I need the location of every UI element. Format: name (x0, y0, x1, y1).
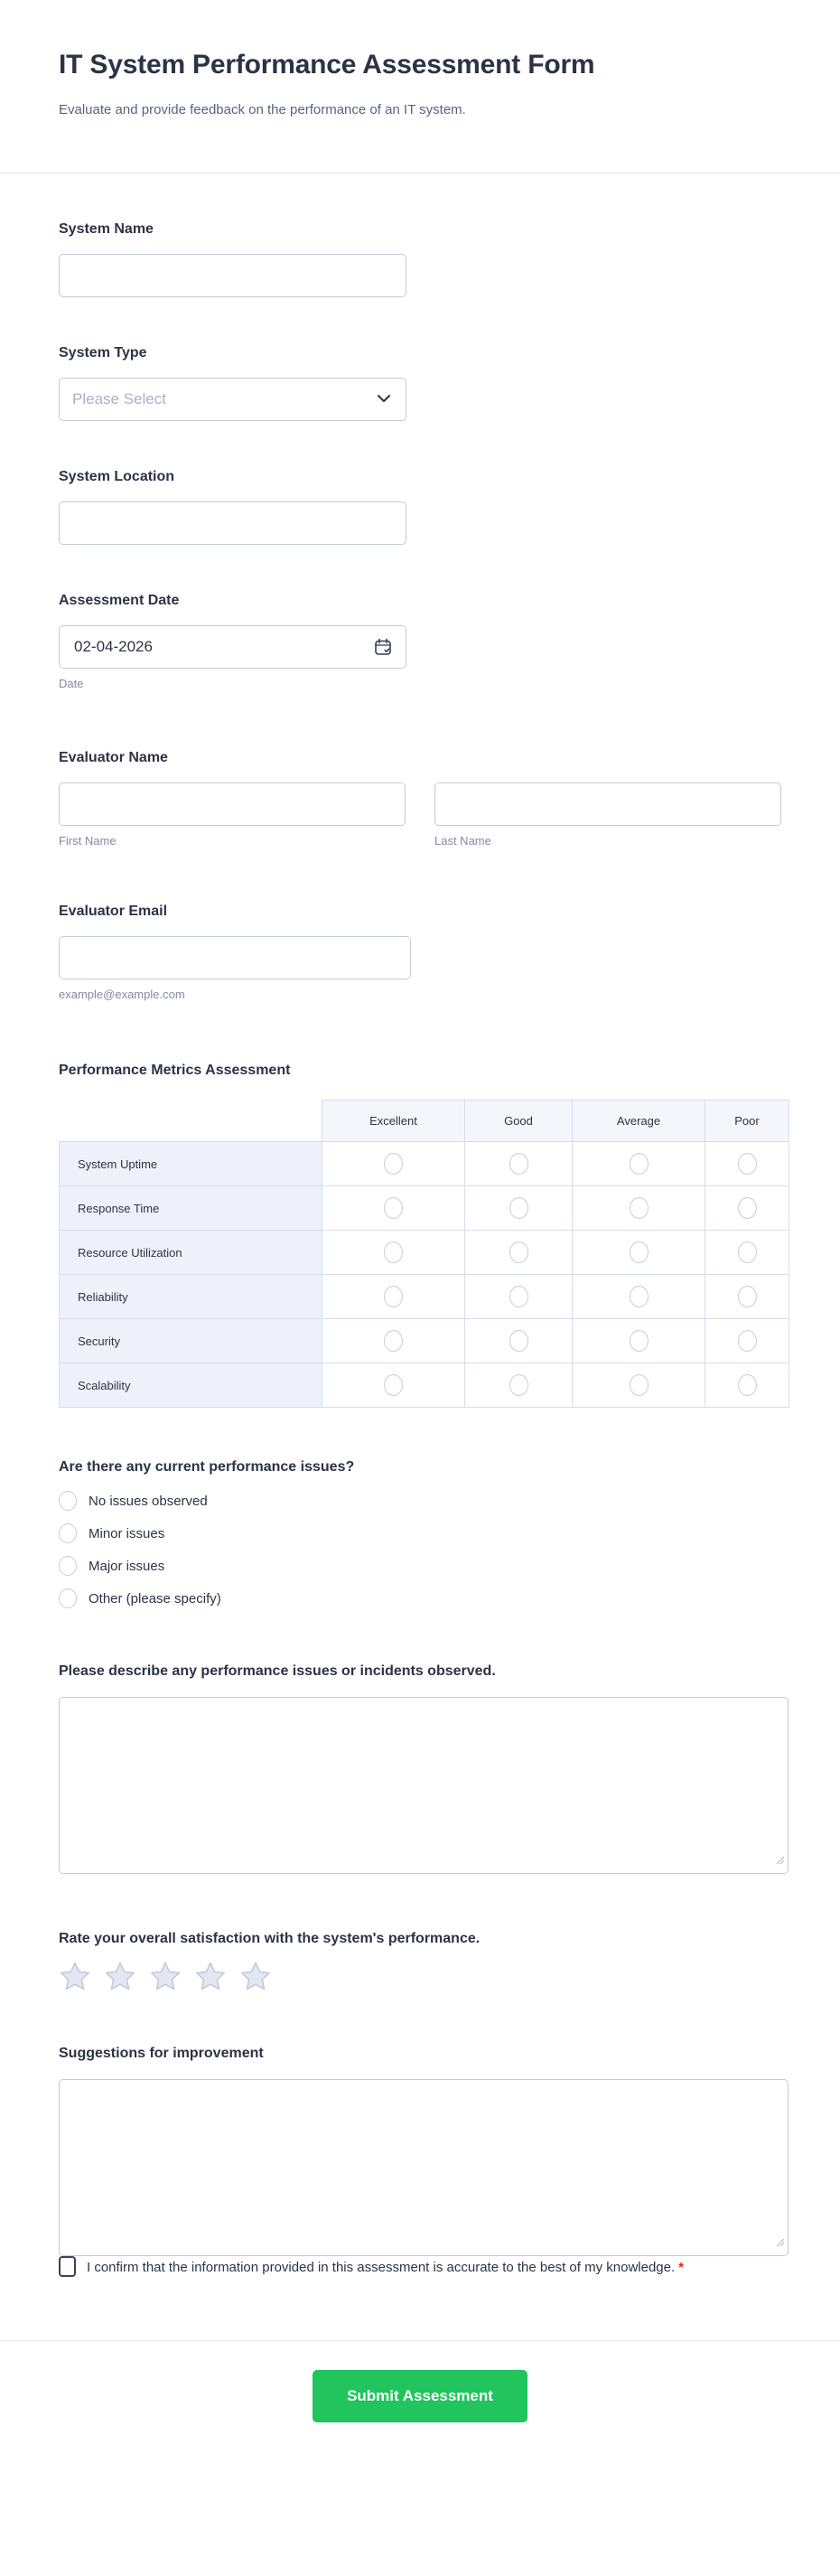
issues-label: Are there any current performance issues? (59, 1459, 355, 1475)
option-label: Major issues (89, 1558, 165, 1574)
last-name-input[interactable] (434, 782, 781, 826)
matrix-row-label: Scalability (60, 1363, 322, 1408)
system-type-select[interactable] (59, 378, 406, 421)
other-radio[interactable] (59, 1588, 77, 1608)
matrix-col-header-excellent: Excellent (322, 1101, 465, 1142)
matrix-radio-3-2[interactable] (630, 1286, 649, 1307)
matrix-radio-1-3[interactable] (738, 1197, 757, 1219)
matrix-row-resource-utilization (60, 1231, 789, 1275)
form-footer (0, 2340, 840, 2469)
matrix-radio-2-0[interactable] (384, 1241, 403, 1263)
matrix-row-label: Response Time (60, 1186, 322, 1231)
matrix-row-label: System Uptime (60, 1142, 322, 1186)
matrix-radio-4-0[interactable] (384, 1330, 403, 1352)
system-type-placeholder: Please Select (72, 390, 166, 407)
matrix-radio-1-1[interactable] (509, 1197, 528, 1219)
first-name-input[interactable] (59, 782, 406, 826)
assessment-date-input[interactable] (72, 637, 325, 657)
major-issues-radio[interactable] (59, 1556, 77, 1576)
matrix-radio-5-3[interactable] (738, 1374, 757, 1396)
star-icon-5[interactable] (239, 1961, 272, 1997)
assessment-date-label: Assessment Date (59, 593, 180, 608)
matrix-header-row (60, 1101, 789, 1142)
matrix-radio-2-1[interactable] (509, 1241, 528, 1263)
matrix-col-header-good: Good (465, 1101, 573, 1142)
option-no-issues[interactable] (59, 1491, 781, 1511)
matrix-radio-2-2[interactable] (630, 1241, 649, 1263)
option-label: No issues observed (89, 1493, 208, 1509)
suggestions-field (59, 2079, 789, 2256)
matrix-radio-4-3[interactable] (738, 1330, 757, 1352)
question-assessment-date (59, 592, 781, 691)
matrix-radio-5-1[interactable] (509, 1374, 528, 1396)
star-icon-1[interactable] (59, 1961, 91, 1997)
matrix-row-security (60, 1319, 789, 1363)
system-location-input[interactable] (59, 501, 406, 545)
submit-button[interactable]: Submit Assessment (313, 2370, 527, 2422)
first-name-col (59, 782, 406, 848)
option-other[interactable] (59, 1588, 781, 1608)
system-name-input[interactable] (59, 254, 406, 297)
system-location-label: System Location (59, 469, 175, 484)
question-satisfaction-rating (59, 1930, 781, 1997)
matrix-radio-3-0[interactable] (384, 1286, 403, 1307)
matrix-radio-4-1[interactable] (509, 1330, 528, 1352)
star-icon-3[interactable] (149, 1961, 182, 1997)
question-describe-issues (59, 1663, 781, 1874)
option-minor-issues[interactable] (59, 1523, 781, 1543)
rating-label: Rate your overall satisfaction with the system's performance. (59, 1931, 481, 1946)
star-icon-2[interactable] (104, 1961, 136, 1997)
last-name-col (434, 782, 781, 848)
describe-issues-label: Please describe any performance issues or incidents observed. (59, 1663, 496, 1679)
matrix-row-response-time (60, 1186, 789, 1231)
form-body (0, 220, 840, 2279)
describe-issues-field (59, 1697, 789, 1874)
minor-issues-radio[interactable] (59, 1523, 77, 1543)
matrix-radio-0-3[interactable] (738, 1153, 757, 1175)
matrix-radio-0-2[interactable] (630, 1153, 649, 1175)
matrix-col-header-average: Average (573, 1101, 705, 1142)
option-label: Minor issues (89, 1525, 165, 1541)
option-major-issues[interactable] (59, 1556, 781, 1576)
matrix-row-label: Reliability (60, 1275, 322, 1319)
chevron-down-icon (377, 391, 391, 407)
performance-matrix-table (59, 1100, 789, 1408)
matrix-radio-3-1[interactable] (509, 1286, 528, 1307)
matrix-label: Performance Metrics Assessment (59, 1063, 291, 1078)
no-issues-radio[interactable] (59, 1491, 77, 1511)
last-name-sublabel: Last Name (434, 834, 491, 848)
question-system-location (59, 468, 781, 545)
matrix-table-wrap (59, 1100, 781, 1408)
question-evaluator-name (59, 749, 781, 848)
option-label: Other (please specify) (89, 1590, 221, 1606)
matrix-radio-3-3[interactable] (738, 1286, 757, 1307)
star-rating (59, 1961, 781, 1997)
matrix-row-system-uptime (60, 1142, 789, 1186)
star-icon-4[interactable] (194, 1961, 227, 1997)
question-performance-matrix (59, 1062, 781, 1408)
question-performance-issues (59, 1458, 781, 1608)
matrix-row-label: Resource Utilization (60, 1231, 322, 1275)
confirmation-checkbox[interactable] (59, 2256, 76, 2277)
suggestions-textarea[interactable] (59, 2079, 789, 2256)
matrix-col-header-poor: Poor (705, 1101, 789, 1142)
suggestions-label: Suggestions for improvement (59, 2046, 264, 2061)
matrix-radio-1-2[interactable] (630, 1197, 649, 1219)
evaluator-email-sublabel: example@example.com (59, 988, 185, 1001)
matrix-radio-0-1[interactable] (509, 1153, 528, 1175)
form-subtitle: Evaluate and provide feedback on the performance of an IT system. (59, 102, 466, 117)
question-system-name (59, 220, 781, 297)
matrix-row-scalability (60, 1363, 789, 1408)
matrix-corner-spacer (60, 1101, 322, 1142)
matrix-radio-5-0[interactable] (384, 1374, 403, 1396)
question-system-type (59, 344, 781, 421)
evaluator-email-label: Evaluator Email (59, 904, 168, 919)
assessment-date-field (59, 625, 406, 669)
describe-issues-textarea[interactable] (59, 1697, 789, 1874)
matrix-radio-1-0[interactable] (384, 1197, 403, 1219)
issues-options (59, 1491, 781, 1608)
form-header (0, 0, 840, 173)
matrix-row-label: Security (60, 1319, 322, 1363)
question-evaluator-email (59, 903, 781, 1002)
calendar-icon[interactable] (373, 637, 393, 657)
required-asterisk: * (678, 2260, 684, 2275)
system-name-label: System Name (59, 221, 154, 237)
matrix-radio-2-3[interactable] (738, 1241, 757, 1263)
matrix-row-reliability (60, 1275, 789, 1319)
evaluator-email-input[interactable] (59, 936, 411, 979)
matrix-radio-5-2[interactable] (630, 1374, 649, 1396)
system-type-label: System Type (59, 345, 147, 361)
matrix-radio-0-0[interactable] (384, 1153, 403, 1175)
form-title: IT System Performance Assessment Form (59, 50, 595, 80)
evaluator-name-label: Evaluator Name (59, 750, 168, 765)
matrix-radio-4-2[interactable] (630, 1330, 649, 1352)
confirmation-row[interactable] (59, 2260, 684, 2275)
first-name-sublabel: First Name (59, 834, 117, 848)
confirmation-label: I confirm that the information provided in this assessment is accurate to the best of my knowledge. (87, 2260, 676, 2275)
assessment-date-sublabel: Date (59, 677, 84, 690)
evaluator-name-row (59, 782, 781, 848)
question-suggestions (59, 2045, 781, 2256)
